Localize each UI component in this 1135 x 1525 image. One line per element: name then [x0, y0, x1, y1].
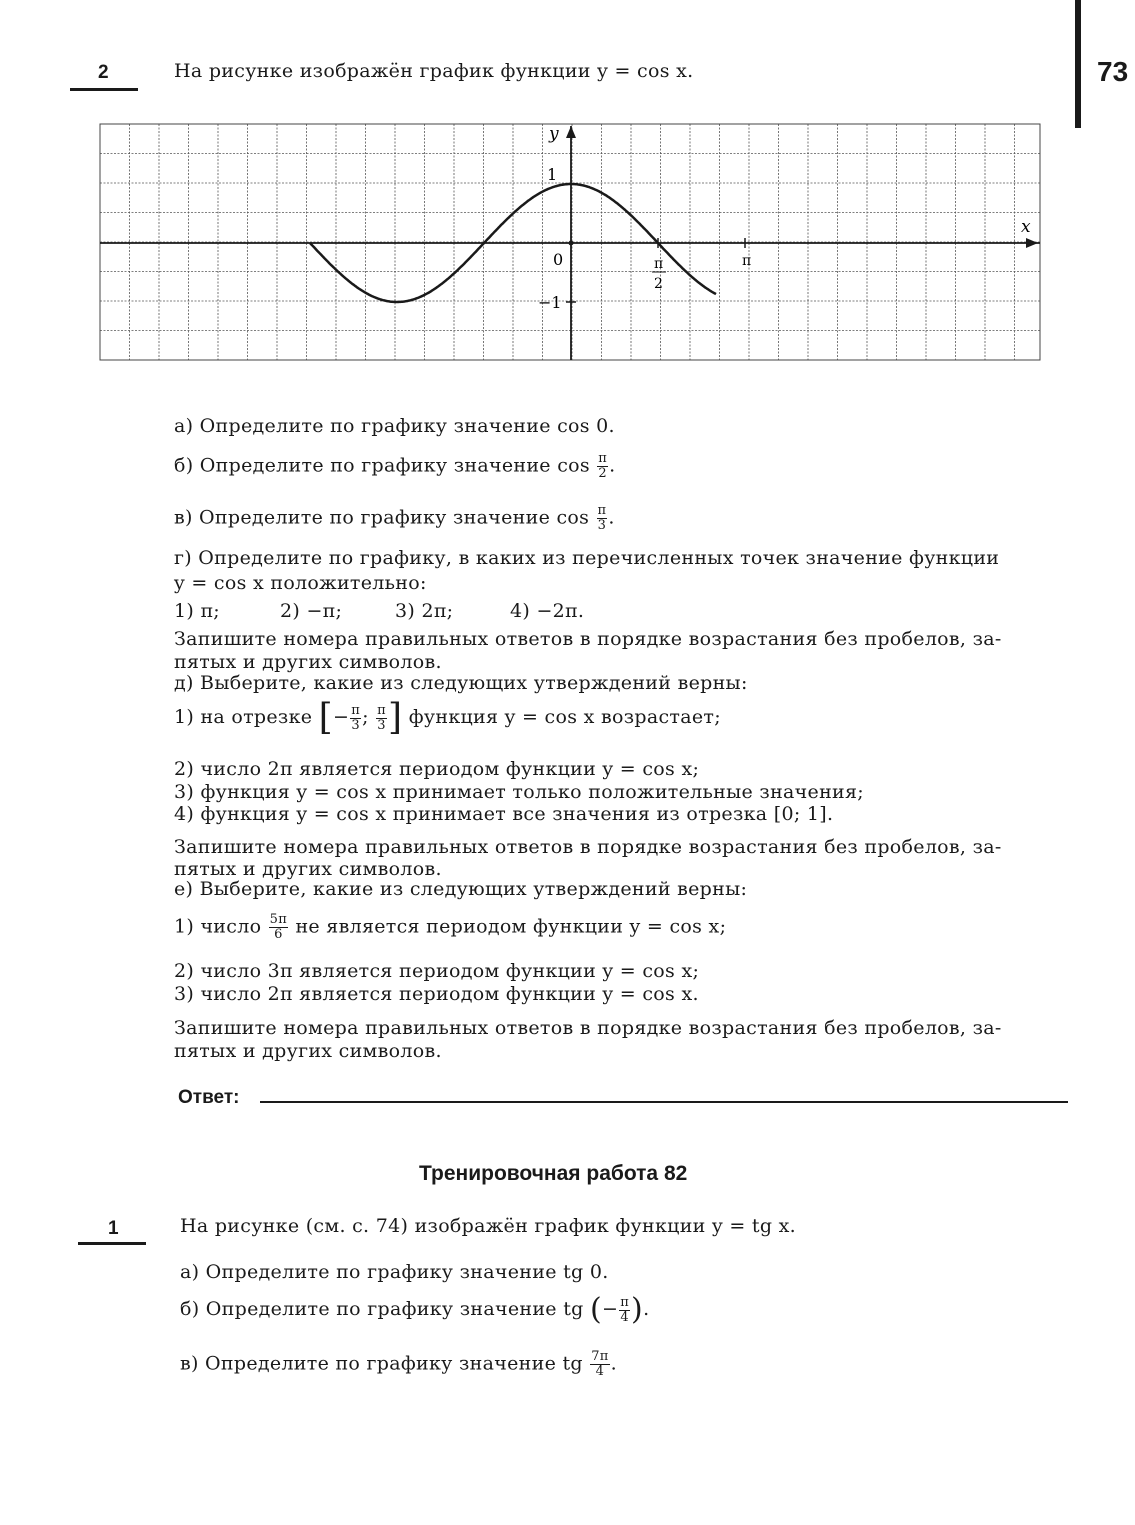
task2-g-option-1: 1) π; [174, 600, 220, 622]
task2-d-heading: д) Выберите, какие из следующих утверждений верны: [174, 672, 748, 694]
task1-number: 1 [108, 1218, 119, 1239]
task2-d2: 2) число 2π является периодом функции y = cos x; [174, 758, 700, 780]
x-tick-label-pi-over-2-den: 2 [654, 276, 663, 292]
task2-g-line1: г) Определите по графику, в каких из перечисленных точек значение функции [174, 547, 1000, 569]
task2-write-e-line1: Запишите номера правильных ответов в порядке возрастания без пробелов, за- [174, 1017, 1002, 1039]
answer-line[interactable] [260, 1101, 1068, 1103]
x-axis-arrow [1026, 238, 1038, 248]
task1-a: а) Определите по графику значение tg 0. [180, 1261, 609, 1283]
task2-e1: 1) число $\frac{5\pi}{6}$ не является периодом функции y = cos x; [174, 912, 727, 942]
task2-c-fraction: $\frac{\pi}{3}$ [597, 503, 607, 533]
origin-label: 0 [553, 250, 564, 269]
task2-a: а) Определите по графику значение cos 0. [174, 415, 615, 437]
task2-g-option-4: 4) −2π. [510, 600, 585, 622]
graph-axes [100, 126, 1040, 360]
task2-write-g-line1: Запишите номера правильных ответов в порядке возрастания без пробелов, за- [174, 628, 1002, 650]
answer-label: Ответ: [178, 1087, 240, 1108]
task1-c: в) Определите по графику значение tg $\frac{7\pi}{4}$ . [180, 1349, 617, 1379]
task2-c: в) Определите по графику значение cos $\frac{\pi}{3}$ . [174, 503, 615, 533]
task2-d3: 3) функция y = cos x принимает только положительные значения; [174, 781, 864, 803]
task2-e2: 2) число 3π является периодом функции y = cos x; [174, 960, 700, 982]
task2-d4: 4) функция y = cos x принимает все значения из отрезка [0; 1]. [174, 803, 834, 825]
y-tick-label-minus1: −1 [538, 293, 562, 312]
task1-intro: На рисунке (см. с. 74) изображён график функции y = tg x. [180, 1215, 796, 1237]
page-number: 73 [1097, 56, 1129, 87]
y-axis-label: y [549, 124, 559, 144]
y-axis-arrow [566, 126, 576, 138]
task2-b: б) Определите по графику значение cos $\frac{\pi}{2}$ . [174, 451, 616, 481]
task2-c-text: в) Определите по графику значение cos [174, 506, 590, 529]
y-tick-label-1: 1 [547, 165, 558, 184]
cosine-graph [98, 122, 1048, 364]
task-number: 2 [98, 62, 109, 83]
x-tick-label-pi-over-2-num: π [654, 256, 664, 272]
task2-b-text: б) Определите по графику значение cos [174, 454, 590, 477]
task-intro: На рисунке изображён график функции y = cos x. [174, 60, 694, 82]
margin-bar [1075, 0, 1081, 128]
task2-e-heading: е) Выберите, какие из следующих утверждений верны: [174, 878, 748, 900]
origin-dot [569, 241, 574, 246]
task2-b-fraction: $\frac{\pi}{2}$ [598, 451, 608, 481]
task2-write-e-line2: пятых и других символов. [174, 1040, 442, 1062]
section-title: Тренировочная работа 82 [419, 1162, 688, 1185]
task2-g-option-2: 2) −π; [280, 600, 343, 622]
task-number-underline [70, 88, 138, 91]
task2-e3: 3) число 2π является периодом функции y = cos x. [174, 983, 699, 1005]
task2-write-d-line1: Запишите номера правильных ответов в порядке возрастания без пробелов, за- [174, 836, 1002, 858]
task1-b: б) Определите по графику значение tg (− $\frac{\pi}{4}$ ). [180, 1292, 650, 1327]
task1-number-underline [78, 1242, 146, 1245]
task2-write-d-line2: пятых и других символов. [174, 858, 442, 880]
x-axis-label: x [1021, 217, 1031, 237]
x-tick-label-pi: π [742, 253, 752, 269]
task2-g-line2: y = cos x положительно: [174, 572, 427, 594]
task2-g-option-3: 3) 2π; [395, 600, 454, 622]
task2-write-g-line2: пятых и других символов. [174, 651, 442, 673]
task2-d1: 1) на отрезке [− $\frac{\pi}{3}$ ; $\frac{\pi}{3}$ ] функция y = cos x возрастает; [174, 697, 721, 738]
